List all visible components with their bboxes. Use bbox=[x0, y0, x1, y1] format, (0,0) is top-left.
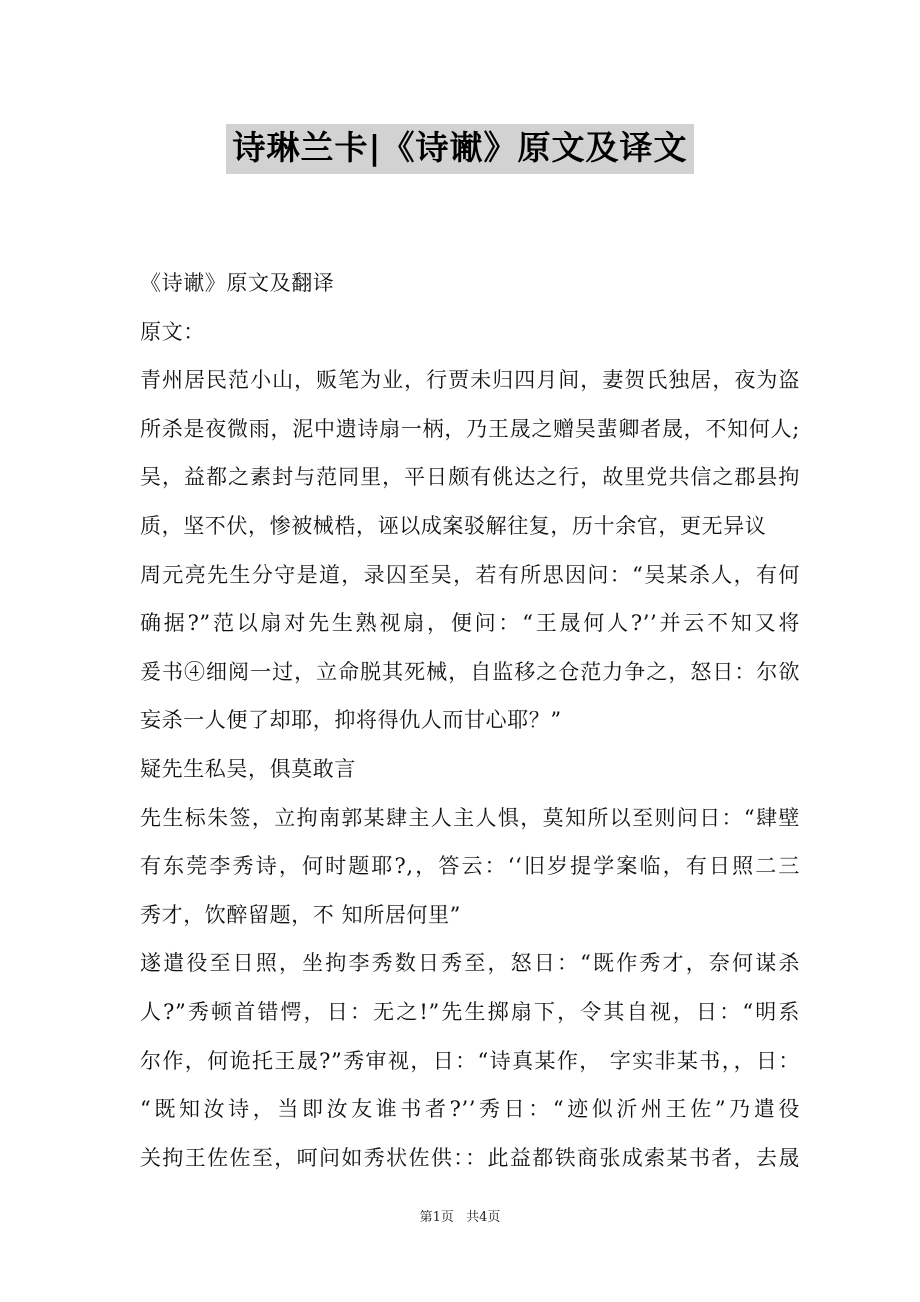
page-footer bbox=[0, 1206, 920, 1225]
text-line: 人?”秀顿首错愕，日：无之!”先生掷扇下，令其自视，日：“明系 bbox=[140, 999, 800, 1024]
title-container bbox=[0, 124, 920, 174]
text-line: 关拘王佐佐至，呵问如秀状佐供：：此益都铁商张成索某书者，去晟 bbox=[140, 1145, 800, 1170]
text-line: 所杀是夜微雨，泥中遗诗扇一柄，乃王晟之赠吴蜚卿者晟，不知何人; bbox=[140, 416, 800, 441]
page-total: 共4页 bbox=[466, 1210, 501, 1225]
text-line: 质，坚不伏，惨被械梏，诬以成案驳解往复，历十余官，更无异议 bbox=[140, 513, 767, 538]
text-line: 周元亮先生分守是道，录囚至吴，若有所思因问：“吴某杀人，有何 bbox=[140, 562, 800, 587]
text-line: 青州居民范小山，贩笔为业，行贾未归四月间，妻贺氏独居，夜为盗 bbox=[140, 368, 800, 393]
text-line: “既知汝诗，当即汝友谁书者?’’秀日：“迹似沂州王佐”乃遣役 bbox=[140, 1097, 800, 1122]
text-line: 妄杀一人便了却耶，抑将得仇人而甘心耶？” bbox=[140, 708, 562, 733]
text-line: 尔作，何诡托王晟?”秀审视，日：“诗真某作， 字实非某书，，日： bbox=[140, 1048, 800, 1073]
text-line: 秀才，饮醉留题，不 知所居何里” bbox=[140, 902, 462, 927]
page-number: 第1页 bbox=[419, 1210, 454, 1225]
page-title: 诗琳兰卡|《诗谳》原文及译文 bbox=[226, 124, 693, 174]
text-line: 遂遣役至日照，坐拘李秀数日秀至，怒日：“既作秀才，奈何谋杀 bbox=[140, 951, 800, 976]
text-line: 原文： bbox=[140, 319, 205, 344]
text-line: 爰书④细阅一过，立命脱其死械，自监移之仓范力争之，怒日：尔欲 bbox=[140, 659, 800, 684]
text-line: 确据?”范以扇对先生熟视扇，便问：“王晟何人?’’并云不知又将 bbox=[140, 611, 800, 636]
text-line: 疑先生私吴，俱莫敢言 bbox=[140, 756, 356, 781]
text-line: 吴，益都之素封与范同里，平日颇有佻达之行，故里党共信之郡县拘 bbox=[140, 465, 800, 490]
text-line: 先生标朱签，立拘南郭某肆主人主人惧，莫知所以至则问日：“肆壁 bbox=[140, 805, 800, 830]
text-line: 《诗谳》原文及翻译 bbox=[140, 271, 335, 295]
text-line: 有东莞李秀诗，何时题耶?,，答云：‘‘旧岁提学案临，有日照二三 bbox=[140, 854, 800, 879]
document-body bbox=[140, 259, 800, 1182]
